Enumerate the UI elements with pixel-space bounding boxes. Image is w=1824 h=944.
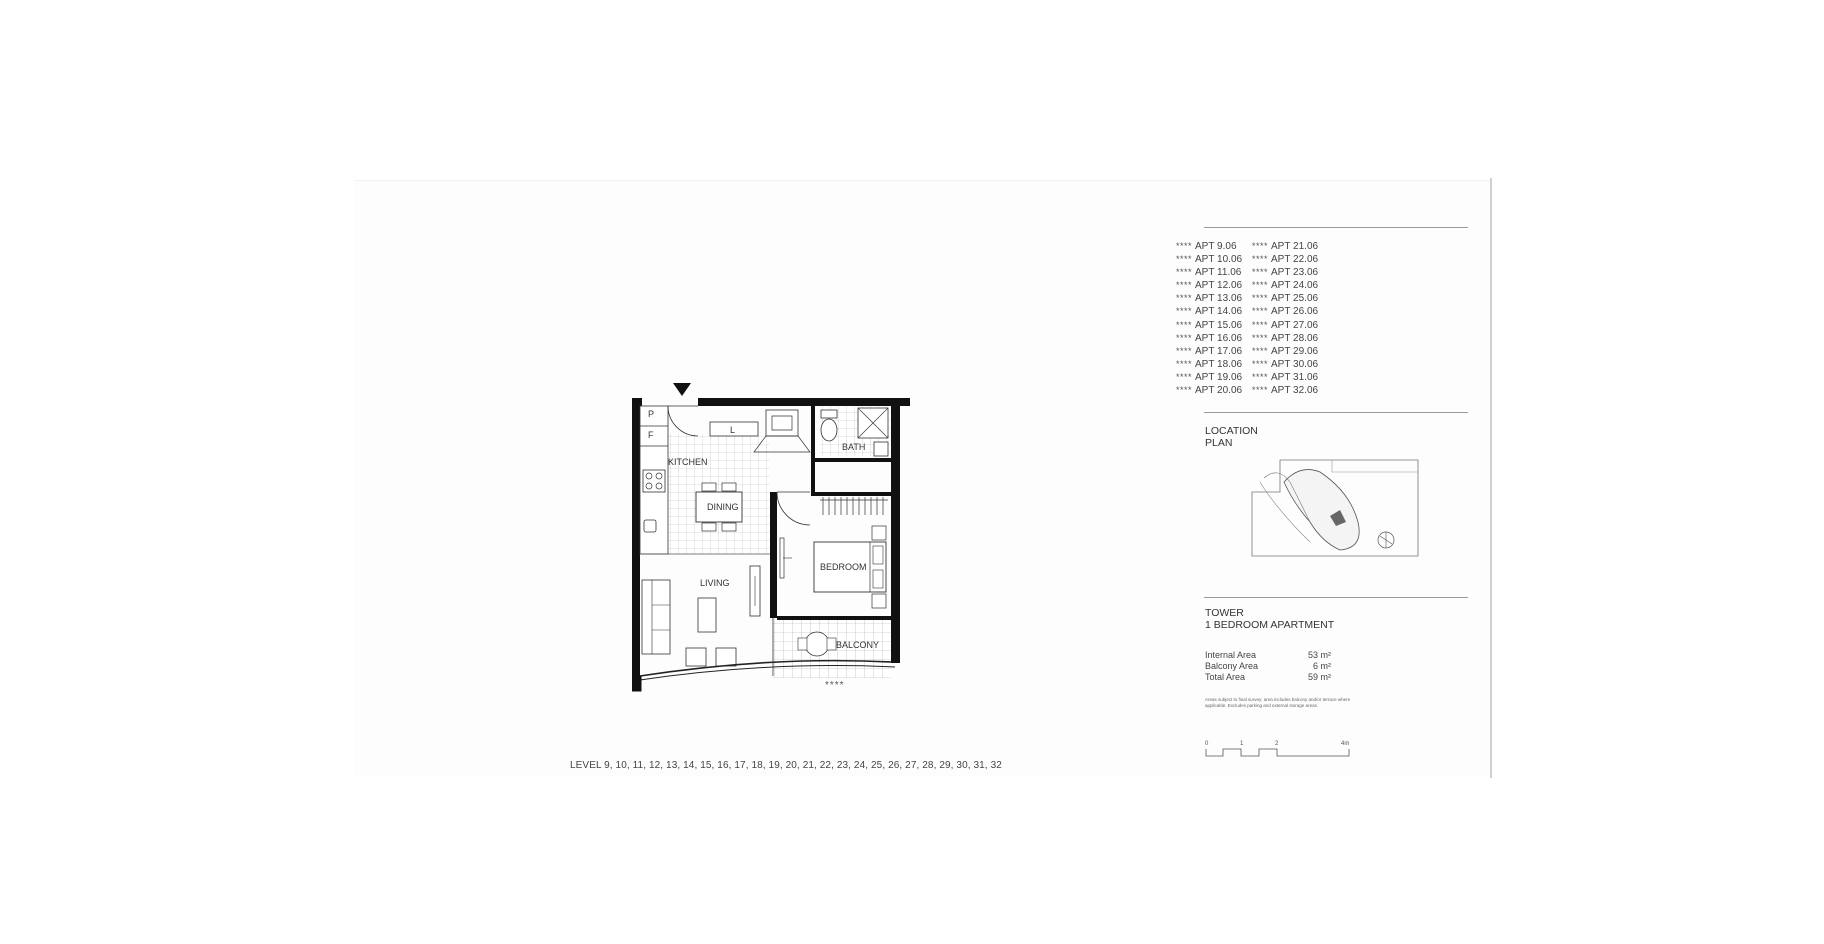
- sink-icon: [644, 520, 656, 532]
- basin-icon: [874, 442, 888, 456]
- apartment-stars: ****: [1252, 306, 1269, 317]
- bedroom-door-icon: [777, 492, 810, 525]
- tower-heading: [1205, 607, 1334, 631]
- apartment-number: APT 13.06: [1195, 293, 1243, 305]
- area-label: Internal Area: [1205, 650, 1257, 660]
- area-note: Areas subject to final survey; area includes balcony and/or terrace where applicable. Excludes parking and external storage areas.: [1205, 697, 1351, 708]
- apartment-cell: [1176, 332, 1252, 345]
- apartment-stars: ****: [1252, 385, 1269, 396]
- apartment-stars: ****: [1252, 332, 1269, 343]
- apartment-number: APT 17.06: [1195, 345, 1243, 357]
- apartment-number: APT 25.06: [1271, 293, 1319, 305]
- apartment-cell: [1252, 253, 1328, 266]
- wardrobe-icon: [820, 497, 888, 515]
- apartment-number: APT 31.06: [1271, 371, 1319, 383]
- sheet-top-edge: [354, 180, 1490, 181]
- apartment-cell: [1252, 358, 1328, 371]
- coffee-table-icon: [698, 598, 716, 632]
- apartment-number: APT 10.06: [1195, 254, 1243, 266]
- scale-label: 4m: [1341, 741, 1350, 747]
- apartment-cell: [1176, 266, 1252, 279]
- shower-icon: [858, 408, 888, 438]
- label-p: P: [648, 409, 655, 419]
- label-balcony: BALCONY: [836, 640, 880, 650]
- apartment-stars: ****: [1176, 319, 1193, 330]
- apartment-row: [1176, 266, 1328, 279]
- apartment-number: APT 20.06: [1195, 385, 1243, 397]
- label-dining: DINING: [707, 502, 739, 512]
- wall-right: [891, 398, 900, 663]
- scale-label: 2: [1275, 741, 1279, 747]
- apartment-cell: [1176, 384, 1252, 397]
- apartment-stars: ****: [1252, 345, 1269, 356]
- apartment-cell: [1252, 305, 1328, 318]
- apartment-cell: [1252, 266, 1328, 279]
- label-living: LIVING: [700, 578, 730, 588]
- armchair-icon: [716, 648, 736, 666]
- tower-line2: 1 BEDROOM APARTMENT: [1205, 619, 1335, 631]
- location-line1: LOCATION: [1205, 425, 1258, 437]
- apartment-list: [1176, 240, 1328, 397]
- area-value: 6 m²: [1313, 661, 1331, 671]
- apartment-number: APT 21.06: [1271, 241, 1319, 252]
- apartment-number: APT 14.06: [1195, 306, 1243, 318]
- wall-top: [698, 398, 910, 406]
- location-heading: [1205, 425, 1258, 449]
- apartment-number: APT 30.06: [1271, 358, 1319, 370]
- apartment-row: [1176, 305, 1328, 318]
- apartment-number: APT 27.06: [1271, 319, 1319, 331]
- apartment-number: APT 26.06: [1271, 306, 1319, 318]
- apartment-number: APT 22.06: [1271, 254, 1319, 266]
- apartment-stars: ****: [1252, 319, 1269, 330]
- apartment-stars: ****: [1176, 267, 1193, 278]
- apartment-stars: ****: [1252, 267, 1269, 278]
- scale-label: 0: [1205, 741, 1209, 747]
- apartment-stars: ****: [1176, 280, 1193, 291]
- apartment-cell: [1176, 371, 1252, 384]
- sofa-icon: [642, 580, 670, 654]
- entry-door-icon: [668, 406, 698, 436]
- apartment-number: APT 16.06: [1195, 332, 1243, 344]
- apartment-stars: ****: [1176, 385, 1193, 396]
- apartment-number: APT 19.06: [1195, 371, 1243, 383]
- rule-tower: [1204, 597, 1468, 598]
- apartment-stars: ****: [1176, 345, 1193, 356]
- area-row: [1205, 672, 1331, 683]
- scale-bar: [1205, 738, 1355, 768]
- floor-plan: [630, 380, 910, 695]
- rule-top: [1204, 227, 1468, 228]
- apartment-cell: [1176, 319, 1252, 332]
- area-label: Total Area: [1205, 672, 1246, 682]
- apartment-number: APT 18.06: [1195, 358, 1243, 370]
- apartment-stars: ****: [1176, 306, 1193, 317]
- location-line2: PLAN: [1205, 437, 1233, 449]
- level-list: LEVEL 9, 10, 11, 12, 13, 14, 15, 16, 17, 18, 19, 20, 21, 22, 23, 24, 25, 26, 27, 28, 29, 30, 31, 32: [570, 760, 1002, 771]
- toilet-icon: [821, 410, 837, 441]
- apartment-row: [1176, 319, 1328, 332]
- apartment-cell: [1252, 371, 1328, 384]
- scale-label: 1: [1240, 741, 1244, 747]
- apartment-stars: ****: [1176, 371, 1193, 382]
- apartment-number: APT 15.06: [1195, 319, 1243, 331]
- apartment-stars: ****: [1252, 293, 1269, 304]
- apartment-row: [1176, 279, 1328, 292]
- apartment-stars: ****: [1252, 371, 1269, 382]
- balcony-stars: ****: [825, 680, 845, 691]
- apartment-number: APT 29.06: [1271, 345, 1319, 357]
- apartment-cell: [1176, 279, 1252, 292]
- apartment-stars: ****: [1252, 254, 1269, 265]
- apartment-cell: [1252, 332, 1328, 345]
- apartment-row: [1176, 253, 1328, 266]
- label-l: L: [730, 425, 736, 435]
- wall-left: [632, 398, 640, 690]
- apartment-stars: ****: [1176, 293, 1193, 304]
- apartment-cell: [1252, 279, 1328, 292]
- apartment-stars: ****: [1252, 280, 1269, 291]
- tower-line1: TOWER: [1205, 607, 1244, 619]
- apartment-stars: ****: [1176, 358, 1193, 369]
- label-kitchen: KITCHEN: [668, 457, 708, 467]
- area-value: 59 m²: [1307, 672, 1331, 682]
- apartment-stars: ****: [1176, 254, 1193, 265]
- apartment-row: [1176, 240, 1328, 253]
- apartment-cell: [1176, 305, 1252, 318]
- apartment-row: [1176, 332, 1328, 345]
- apartment-row: [1176, 371, 1328, 384]
- apartment-row: [1176, 345, 1328, 358]
- apartment-cell: [1176, 292, 1252, 305]
- apartment-cell: [1252, 345, 1328, 358]
- apartment-number: APT 24.06: [1271, 280, 1319, 292]
- label-bedroom: BEDROOM: [820, 562, 867, 572]
- apartment-cell: [1176, 240, 1252, 253]
- apartment-stars: ****: [1176, 332, 1193, 343]
- apartment-row: [1176, 292, 1328, 305]
- area-row: [1205, 650, 1331, 661]
- area-table: [1205, 650, 1331, 683]
- armchair-icon: [686, 648, 706, 666]
- rule-location: [1204, 412, 1468, 413]
- apartment-cell: [1176, 358, 1252, 371]
- apartment-number: APT 23.06: [1271, 267, 1319, 279]
- apartment-cell: [1176, 253, 1252, 266]
- apartment-row: [1176, 358, 1328, 371]
- area-row: [1205, 661, 1331, 672]
- apartment-stars: ****: [1252, 358, 1269, 369]
- apartment-number: APT 28.06: [1271, 332, 1319, 344]
- location-plan-map: [1240, 452, 1420, 566]
- apartment-cell: [1252, 319, 1328, 332]
- apartment-number: APT 9.06: [1195, 241, 1237, 252]
- apartment-number: APT 11.06: [1195, 267, 1242, 279]
- apartment-cell: [1176, 345, 1252, 358]
- label-f: F: [648, 430, 654, 440]
- area-value: 53 m²: [1307, 650, 1331, 660]
- apartment-stars: ****: [1252, 241, 1269, 251]
- apartment-number: APT 12.06: [1195, 280, 1243, 292]
- apartment-cell: [1252, 240, 1328, 253]
- sheet-right-edge: [1490, 178, 1492, 778]
- apartment-number: APT 32.06: [1271, 385, 1319, 397]
- area-label: Balcony Area: [1205, 661, 1259, 671]
- apartment-cell: [1252, 384, 1328, 397]
- entry-arrow-icon: [673, 383, 691, 396]
- apartment-row: [1176, 384, 1328, 397]
- apartment-cell: [1252, 292, 1328, 305]
- apartment-stars: ****: [1176, 241, 1193, 251]
- cooktop-icon: [643, 470, 665, 492]
- label-bath: BATH: [842, 442, 866, 452]
